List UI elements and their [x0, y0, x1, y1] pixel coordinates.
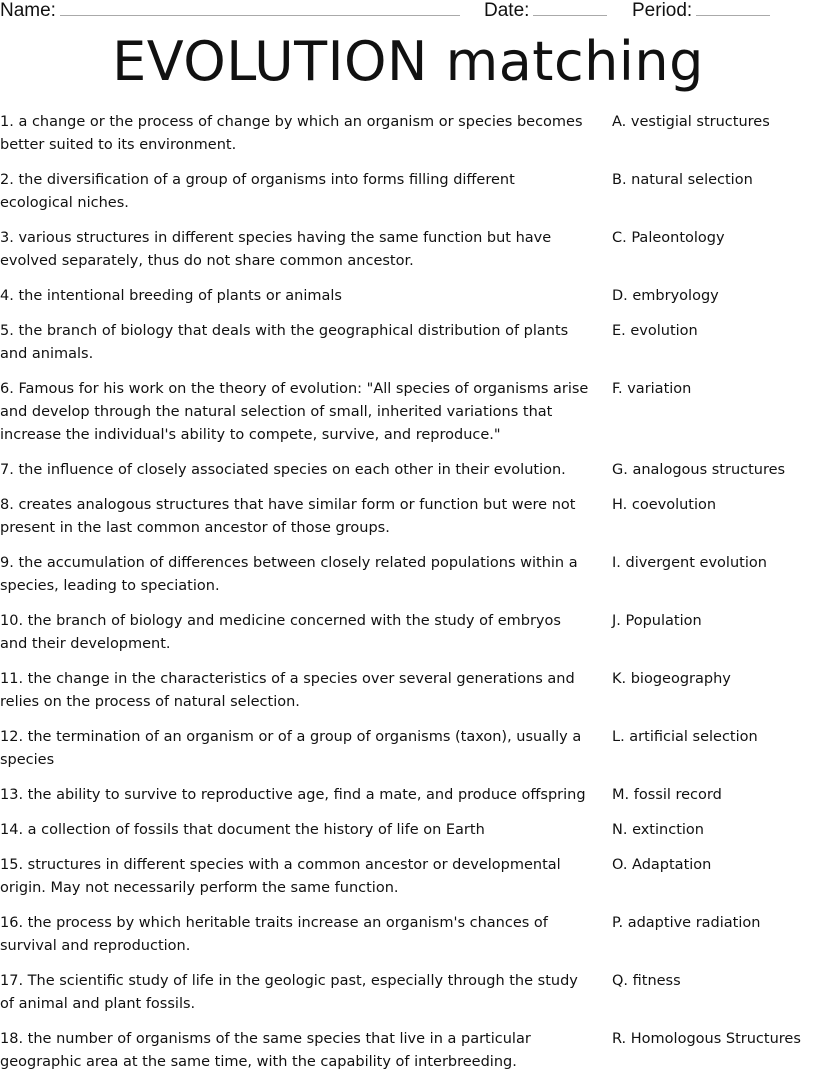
clue-text: 6. Famous for his work on the theory of evolution: "All species of organisms arise and develop through the natural selection of small, inherited variations that increase the individual's ability to compete, survive, and reproduce.": [0, 381, 589, 443]
clue-text: 16. the process by which heritable traits increase an organism's chances of survival and reproduction.: [0, 915, 548, 954]
clue-text: 7. the influence of closely associated species on each other in their evolution.: [0, 462, 566, 478]
answer-option: K. biogeography: [612, 671, 731, 687]
matching-row: [0, 285, 816, 308]
matching-row: [0, 494, 816, 540]
answer-option: J. Population: [612, 613, 702, 629]
clue-text: 14. a collection of fossils that document the history of life on Earth: [0, 822, 485, 838]
answer-option: O. Adaptation: [612, 857, 712, 873]
matching-row: [0, 1028, 816, 1074]
answer-option: N. extinction: [612, 822, 704, 838]
period-field[interactable]: [632, 0, 770, 22]
name-blank-line[interactable]: [60, 1, 460, 16]
answer-option: M. fossil record: [612, 787, 722, 803]
answer-option: D. embryology: [612, 288, 719, 304]
page-title: EVOLUTION matching: [112, 30, 704, 93]
matching-row: [0, 912, 816, 958]
clue-text: 3. various structures in different species having the same function but have evolved separately, thus do not share common ancestor.: [0, 230, 552, 269]
period-label: Period:: [632, 0, 693, 21]
clue-text: 11. the change in the characteristics of a species over several generations and relies on the process of natural selection.: [0, 671, 575, 710]
clue-text: 1. a change or the process of change by which an organism or species becomes better suited to its environment.: [0, 114, 583, 153]
name-field[interactable]: [0, 0, 460, 22]
answer-option: I. divergent evolution: [612, 555, 767, 571]
date-label: Date:: [484, 0, 530, 21]
matching-row: [0, 610, 816, 656]
clue-text: 8. creates analogous structures that have similar form or function but were not present in the last common ancestor of those groups.: [0, 497, 576, 536]
answer-option: A. vestigial structures: [612, 114, 770, 130]
matching-row: [0, 726, 816, 772]
matching-row: [0, 378, 816, 447]
matching-row: [0, 970, 816, 1016]
matching-row: [0, 552, 816, 598]
answer-option: P. adaptive radiation: [612, 915, 761, 931]
matching-row: [0, 819, 816, 842]
answer-option: F. variation: [612, 381, 692, 397]
worksheet-header: [0, 0, 816, 24]
name-label: Name:: [0, 0, 56, 21]
matching-row: [0, 668, 816, 714]
clue-text: 9. the accumulation of differences between closely related populations within a species, leading to speciation.: [0, 555, 578, 594]
matching-row: [0, 111, 816, 157]
date-field[interactable]: [484, 0, 607, 22]
matching-row: [0, 227, 816, 273]
answer-option: R. Homologous Structures: [612, 1031, 801, 1047]
matching-row: [0, 459, 816, 482]
answer-option: Q. fitness: [612, 973, 681, 989]
clue-text: 18. the number of organisms of the same species that live in a particular geographic area at the same time, with the capability of interbreeding.: [0, 1031, 531, 1070]
matching-row: [0, 169, 816, 215]
clue-text: 12. the termination of an organism or of a group of organisms (taxon), usually a species: [0, 729, 582, 768]
answer-option: C. Paleontology: [612, 230, 725, 246]
period-blank-line[interactable]: [696, 1, 770, 16]
matching-row: [0, 784, 816, 807]
answer-option: B. natural selection: [612, 172, 753, 188]
matching-row: [0, 854, 816, 900]
answer-option: L. artificial selection: [612, 729, 758, 745]
clue-text: 15. structures in different species with a common ancestor or developmental origin. May not necessarily perform the same function.: [0, 857, 561, 896]
clue-text: 2. the diversification of a group of organisms into forms filling different ecological niches.: [0, 172, 515, 211]
matching-row: [0, 320, 816, 366]
clue-text: 13. the ability to survive to reproductive age, find a mate, and produce offspring: [0, 787, 586, 803]
clue-text: 5. the branch of biology that deals with the geographical distribution of plants and animals.: [0, 323, 569, 362]
clue-text: 17. The scientific study of life in the geologic past, especially through the study of animal and plant fossils.: [0, 973, 578, 1012]
answer-option: G. analogous structures: [612, 462, 786, 478]
answer-option: H. coevolution: [612, 497, 717, 513]
clue-text: 10. the branch of biology and medicine concerned with the study of embryos and their development.: [0, 613, 561, 652]
matching-list: [0, 111, 816, 1086]
answer-option: E. evolution: [612, 323, 698, 339]
date-blank-line[interactable]: [533, 1, 607, 16]
clue-text: 4. the intentional breeding of plants or animals: [0, 288, 342, 304]
